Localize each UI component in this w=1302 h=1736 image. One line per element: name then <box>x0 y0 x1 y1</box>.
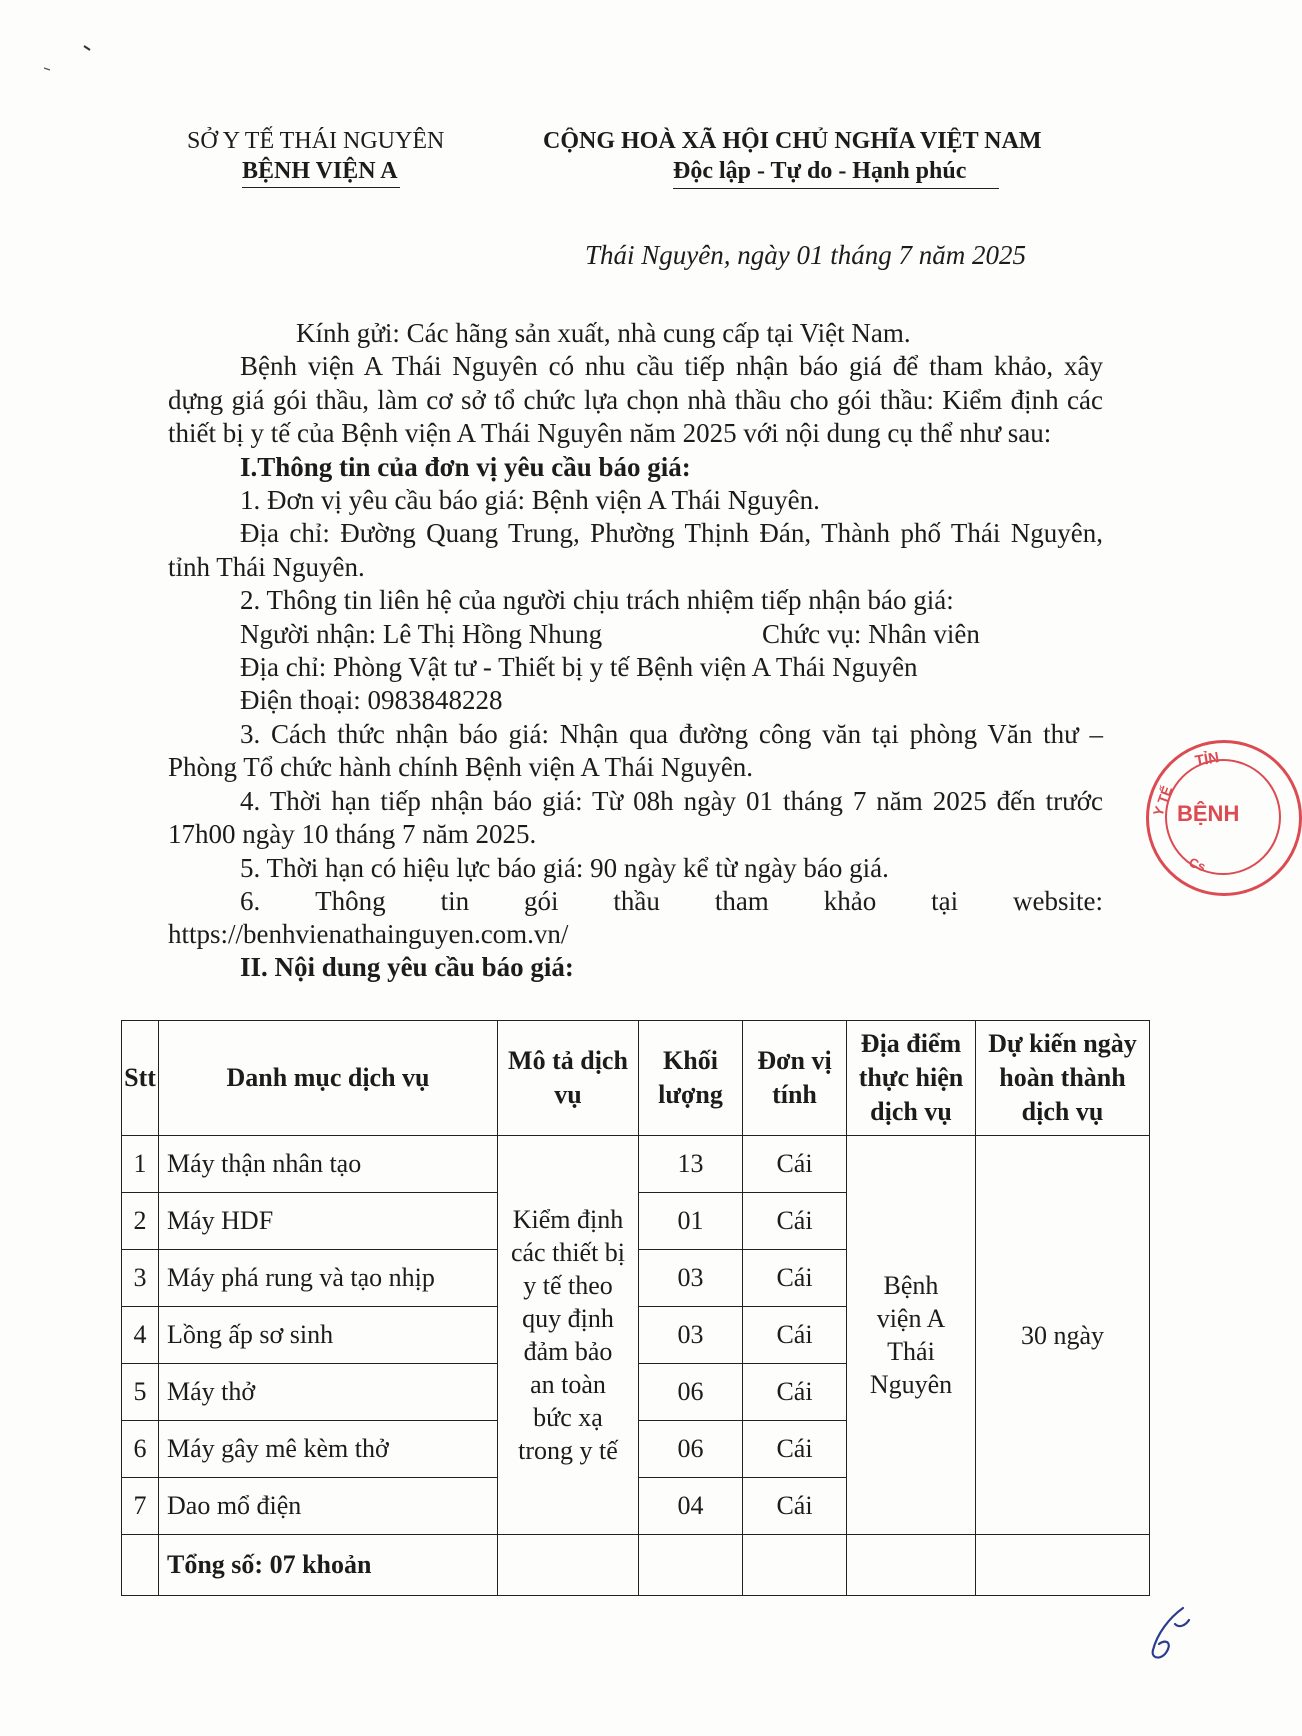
cell-service: Máy phá rung và tạo nhịp <box>159 1250 498 1307</box>
website-link: https://benhvienathainguyen.com.vn/ <box>168 919 569 950</box>
receiver-name: Người nhận: Lê Thị Hồng Nhung <box>240 618 603 649</box>
cell-quantity: 06 <box>639 1364 743 1421</box>
cell-service: Lồng ấp sơ sinh <box>159 1307 498 1364</box>
cell-quantity: 03 <box>639 1307 743 1364</box>
quotation-table <box>121 1020 1150 1596</box>
item-6 <box>168 885 1103 918</box>
national-motto: Độc lập - Tự do - Hạnh phúc <box>673 158 967 184</box>
cell-unit: Cái <box>743 1421 847 1478</box>
national-title: CỘNG HOÀ XÃ HỘI CHỦ NGHĨA VIỆT NAM <box>543 128 1042 154</box>
receiver-phone: Điện thoại: 0983848228 <box>240 685 503 716</box>
cell-stt: 1 <box>122 1136 159 1193</box>
item-4: 4. Thời hạn tiếp nhận báo giá: Từ 08h ngày 01 tháng 7 năm 2025 đến trước 17h00 ngày 10 tháng 7 năm 2025. <box>168 785 1103 850</box>
hospital-seal <box>1146 740 1302 896</box>
cell-stt: 5 <box>122 1364 159 1421</box>
item-6-word: tin <box>440 885 470 916</box>
cell-unit: Cái <box>743 1364 847 1421</box>
seal-text-top: TỈN <box>1193 749 1221 770</box>
cell-unit: Cái <box>743 1193 847 1250</box>
issuer-underline <box>242 187 400 188</box>
issuer-department: SỞ Y TẾ THÁI NGUYÊN <box>187 128 445 154</box>
cell-service: Dao mổ điện <box>159 1478 498 1535</box>
greeting: Kính gửi: Các hãng sản xuất, nhà cung cấp tại Việt Nam. <box>296 318 911 348</box>
cell-empty <box>976 1535 1150 1596</box>
item-6-word: tham <box>714 885 769 916</box>
header-stt: Stt <box>122 1021 159 1136</box>
section2-heading: II. Nội dung yêu cầu báo giá: <box>240 951 574 982</box>
cell-service: Máy thở <box>159 1364 498 1421</box>
cell-quantity: 06 <box>639 1421 743 1478</box>
item-3: 3. Cách thức nhận báo giá: Nhận qua đường công văn tại phòng Văn thư – Phòng Tổ chức hành chính Bệnh viện A Thái Nguyên. <box>168 718 1103 783</box>
cell-completion-merged: 30 ngày <box>976 1136 1150 1535</box>
cell-service: Máy gây mê kèm thở <box>159 1421 498 1478</box>
cell-empty <box>639 1535 743 1596</box>
receiver-address: Địa chỉ: Phòng Vật tư - Thiết bị y tế Bệnh viện A Thái Nguyên <box>240 652 918 683</box>
item-6-word: khảo <box>823 885 877 916</box>
cell-empty <box>122 1535 159 1596</box>
cell-quantity: 03 <box>639 1250 743 1307</box>
item-6-word: Thông <box>315 885 386 916</box>
header-description: Mô tả dịch vụ <box>498 1021 639 1136</box>
section1-heading: I.Thông tin của đơn vị yêu cầu báo giá: <box>240 451 691 482</box>
cell-stt: 2 <box>122 1193 159 1250</box>
cell-stt: 3 <box>122 1250 159 1307</box>
item-2: 2. Thông tin liên hệ của người chịu trách nhiệm tiếp nhận báo giá: <box>240 585 954 616</box>
header-unit: Đơn vị tính <box>743 1021 847 1136</box>
cell-unit: Cái <box>743 1136 847 1193</box>
table-row <box>122 1136 1150 1193</box>
cell-empty <box>498 1535 639 1596</box>
contact-row <box>168 618 1103 651</box>
table-header-row <box>122 1021 1150 1136</box>
seal-text-side: Y TẾ <box>1149 783 1176 819</box>
header-quantity: Khối lượng <box>639 1021 743 1136</box>
cell-total: Tổng số: 07 khoản <box>159 1535 498 1596</box>
issuer-hospital: BỆNH VIỆN A <box>242 158 398 184</box>
requester-address: Địa chỉ: Đường Quang Trung, Phường Thịnh Đán, Thành phố Thái Nguyên, tỉnh Thái Nguyên. <box>168 518 1103 582</box>
cell-quantity: 13 <box>639 1136 743 1193</box>
cell-empty <box>847 1535 976 1596</box>
item-1: 1. Đơn vị yêu cầu báo giá: Bệnh viện A Thái Nguyên. <box>240 485 820 516</box>
table-total-row <box>122 1535 1150 1596</box>
cell-quantity: 01 <box>639 1193 743 1250</box>
header-location: Địa điểm thực hiện dịch vụ <box>847 1021 976 1136</box>
cell-unit: Cái <box>743 1478 847 1535</box>
header-completion: Dự kiến ngày hoàn thành dịch vụ <box>976 1021 1150 1136</box>
cell-empty <box>743 1535 847 1596</box>
seal-text-center: BỆNH <box>1177 801 1240 826</box>
cell-location-merged: Bệnh viện A Thái Nguyên <box>847 1136 976 1535</box>
receiver-position: Chức vụ: Nhân viên <box>762 618 980 649</box>
item-6-word: website: <box>1013 885 1103 916</box>
item-6-word: gói <box>523 885 559 916</box>
item-6-word: 6. <box>240 885 261 916</box>
date-line: Thái Nguyên, ngày 01 tháng 7 năm 2025 <box>585 240 1026 270</box>
seal-text-bottom: Cs <box>1186 854 1208 875</box>
letter-body <box>168 317 1103 982</box>
motto-underline <box>673 188 999 189</box>
item-6-word: thầu <box>613 885 660 916</box>
cell-unit: Cái <box>743 1250 847 1307</box>
item-6-word: tại <box>931 885 959 916</box>
cell-stt: 4 <box>122 1307 159 1364</box>
header-service: Danh mục dịch vụ <box>159 1021 498 1136</box>
cell-stt: 7 <box>122 1478 159 1535</box>
cell-description-merged: Kiểm định các thiết bị y tế theo quy định đảm bảo an toàn bức xạ trong y tế <box>498 1136 639 1535</box>
scan-mark-icon <box>40 40 100 80</box>
cell-service: Máy HDF <box>159 1193 498 1250</box>
handwritten-initial-icon <box>1145 1604 1193 1664</box>
cell-service: Máy thận nhân tạo <box>159 1136 498 1193</box>
cell-quantity: 04 <box>639 1478 743 1535</box>
intro-paragraph: Bệnh viện A Thái Nguyên có nhu cầu tiếp nhận báo giá để tham khảo, xây dựng giá gói thầu, làm cơ sở tổ chức lựa chọn nhà thầu cho gói thầu: Kiểm định các thiết bị y tế của Bệnh viện A Thái Nguyên năm 2025 với nội dung cụ thể như sau: <box>168 351 1103 449</box>
cell-unit: Cái <box>743 1307 847 1364</box>
cell-stt: 6 <box>122 1421 159 1478</box>
item-5: 5. Thời hạn có hiệu lực báo giá: 90 ngày kể từ ngày báo giá. <box>240 852 889 883</box>
